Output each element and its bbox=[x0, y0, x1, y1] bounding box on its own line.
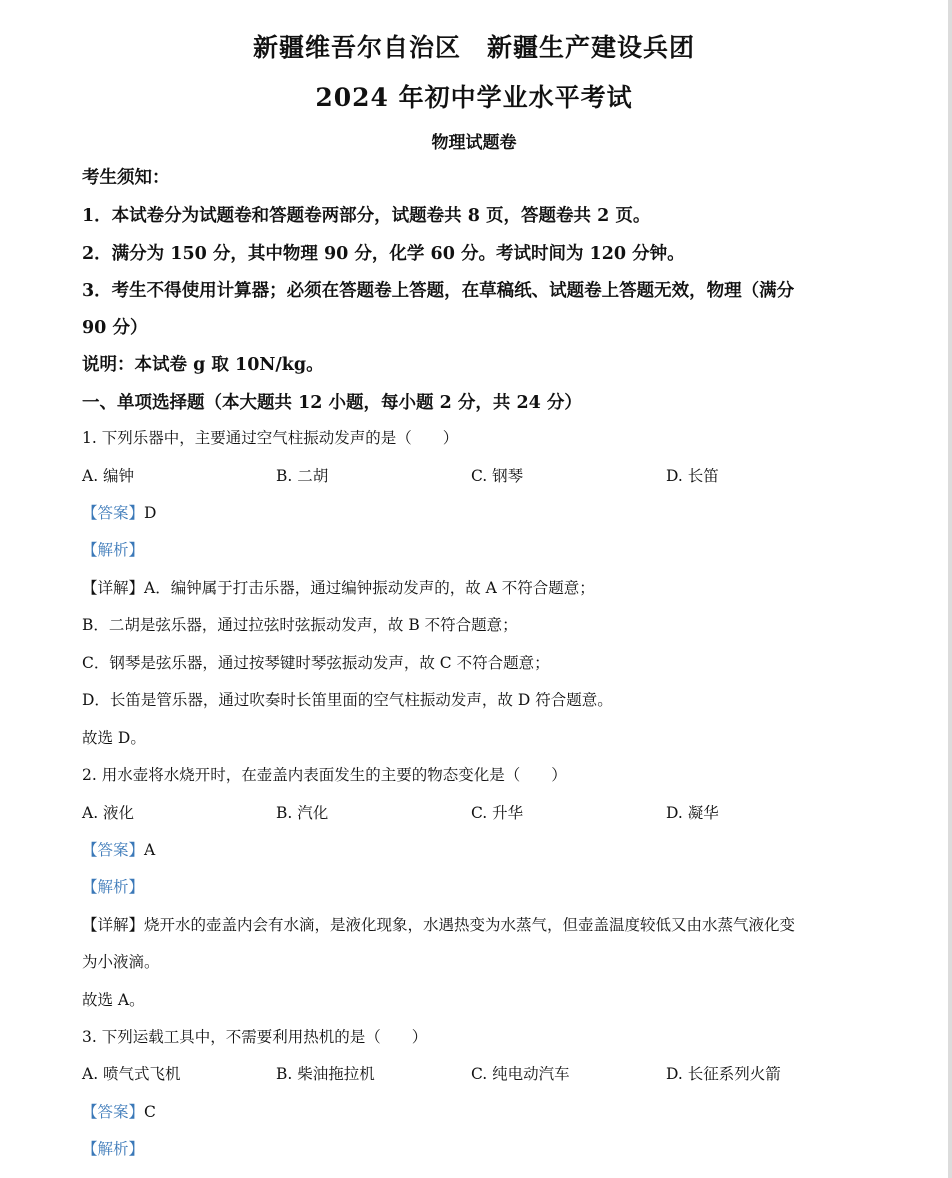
question-1-option-c: C. 钢琴 bbox=[471, 467, 524, 485]
question-1-stem: 1. 下列乐器中，主要通过空气柱振动发声的是（ ） bbox=[82, 429, 459, 447]
question-2-answer bbox=[82, 838, 155, 860]
notice-item-3: 3．考生不得使用计算器；必须在答题卷上答题，在草稿纸、试题卷上答题无效，物理（满分 bbox=[82, 281, 795, 301]
question-1-options bbox=[82, 464, 882, 486]
question-3-analysis bbox=[82, 1137, 144, 1159]
question-3-answer bbox=[82, 1100, 156, 1122]
notice-note: 说明：本试卷 g 取 10N/kg。 bbox=[82, 355, 324, 375]
question-2-detail-2: 为小液滴。 bbox=[82, 953, 160, 971]
answer-value: A bbox=[144, 841, 156, 859]
notice-item-2: 2．满分为 150 分，其中物理 90 分，化学 60 分。考试时间为 120 分钟。 bbox=[82, 244, 685, 264]
notice-item-1: 1．本试卷分为试题卷和答题卷两部分，试题卷共 8 页，答题卷共 2 页。 bbox=[82, 206, 651, 226]
question-3-options bbox=[82, 1062, 882, 1084]
page-subtitle: 物理试题卷 bbox=[431, 133, 517, 153]
question-3-option-d: D. 长征系列火箭 bbox=[666, 1065, 781, 1083]
question-2-option-b: B. 汽化 bbox=[276, 804, 329, 822]
question-1-option-d: D. 长笛 bbox=[666, 467, 719, 485]
question-2-option-d: D. 凝华 bbox=[666, 804, 719, 822]
question-2-options bbox=[82, 801, 882, 823]
analysis-label: 【解析】 bbox=[82, 541, 145, 559]
question-2-conclusion: 故选 A。 bbox=[82, 991, 145, 1009]
question-1-option-a: A. 编钟 bbox=[82, 467, 135, 485]
question-3-option-a: A. 喷气式飞机 bbox=[82, 1065, 181, 1083]
answer-value: D bbox=[144, 504, 157, 522]
question-1-conclusion: 故选 D。 bbox=[82, 729, 146, 747]
answer-label: 【答案】 bbox=[82, 1103, 145, 1121]
answer-value: C bbox=[144, 1103, 156, 1121]
question-2-option-c: C. 升华 bbox=[471, 804, 524, 822]
question-1-detail-4: D．长笛是管乐器，通过吹奏时长笛里面的空气柱振动发声，故 D 符合题意。 bbox=[82, 691, 613, 709]
question-3-stem: 3. 下列运载工具中，不需要利用热机的是（ ） bbox=[82, 1028, 428, 1046]
question-3-option-b: B. 柴油拖拉机 bbox=[276, 1065, 375, 1083]
question-3-option-c: C. 纯电动汽车 bbox=[471, 1065, 570, 1083]
detail-label: 【详解】 bbox=[82, 579, 145, 597]
question-1-analysis bbox=[82, 538, 144, 560]
answer-label: 【答案】 bbox=[82, 504, 145, 522]
page-title-line2: 2024 年初中学业水平考试 bbox=[315, 83, 633, 112]
analysis-label: 【解析】 bbox=[82, 878, 145, 896]
question-1-detail-3: C．钢琴是弦乐器，通过按琴键时琴弦振动发声，故 C 不符合题意； bbox=[82, 654, 550, 672]
question-2-stem: 2. 用水壶将水烧开时，在壶盖内表面发生的主要的物态变化是（ ） bbox=[82, 766, 567, 784]
analysis-label: 【解析】 bbox=[82, 1140, 145, 1158]
answer-label: 【答案】 bbox=[82, 841, 145, 859]
section-title: 一、单项选择题（本大题共 12 小题，每小题 2 分，共 24 分） bbox=[82, 393, 582, 413]
question-1-option-b: B. 二胡 bbox=[276, 467, 329, 485]
question-2-analysis bbox=[82, 875, 144, 897]
question-1-detail-1: 【详解】A．编钟属于打击乐器，通过编钟振动发声的，故 A 不符合题意； bbox=[82, 579, 595, 597]
page-edge-scrollbar[interactable] bbox=[948, 0, 952, 1178]
question-2-option-a: A. 液化 bbox=[82, 804, 135, 822]
detail-label: 【详解】 bbox=[82, 916, 145, 934]
question-1-detail-2: B．二胡是弦乐器，通过拉弦时弦振动发声，故 B 不符合题意； bbox=[82, 616, 518, 634]
notice-item-3-cont: 90 分） bbox=[82, 318, 148, 338]
question-2-detail-1: 【详解】烧开水的壶盖内会有水滴，是液化现象，水遇热变为水蒸气，但壶盖温度较低又由水蒸气液化变 bbox=[82, 916, 796, 934]
page-title-line1: 新疆维吾尔自治区 新疆生产建设兵团 bbox=[252, 33, 695, 62]
question-1-answer bbox=[82, 501, 156, 523]
notice-heading: 考生须知： bbox=[82, 168, 170, 188]
